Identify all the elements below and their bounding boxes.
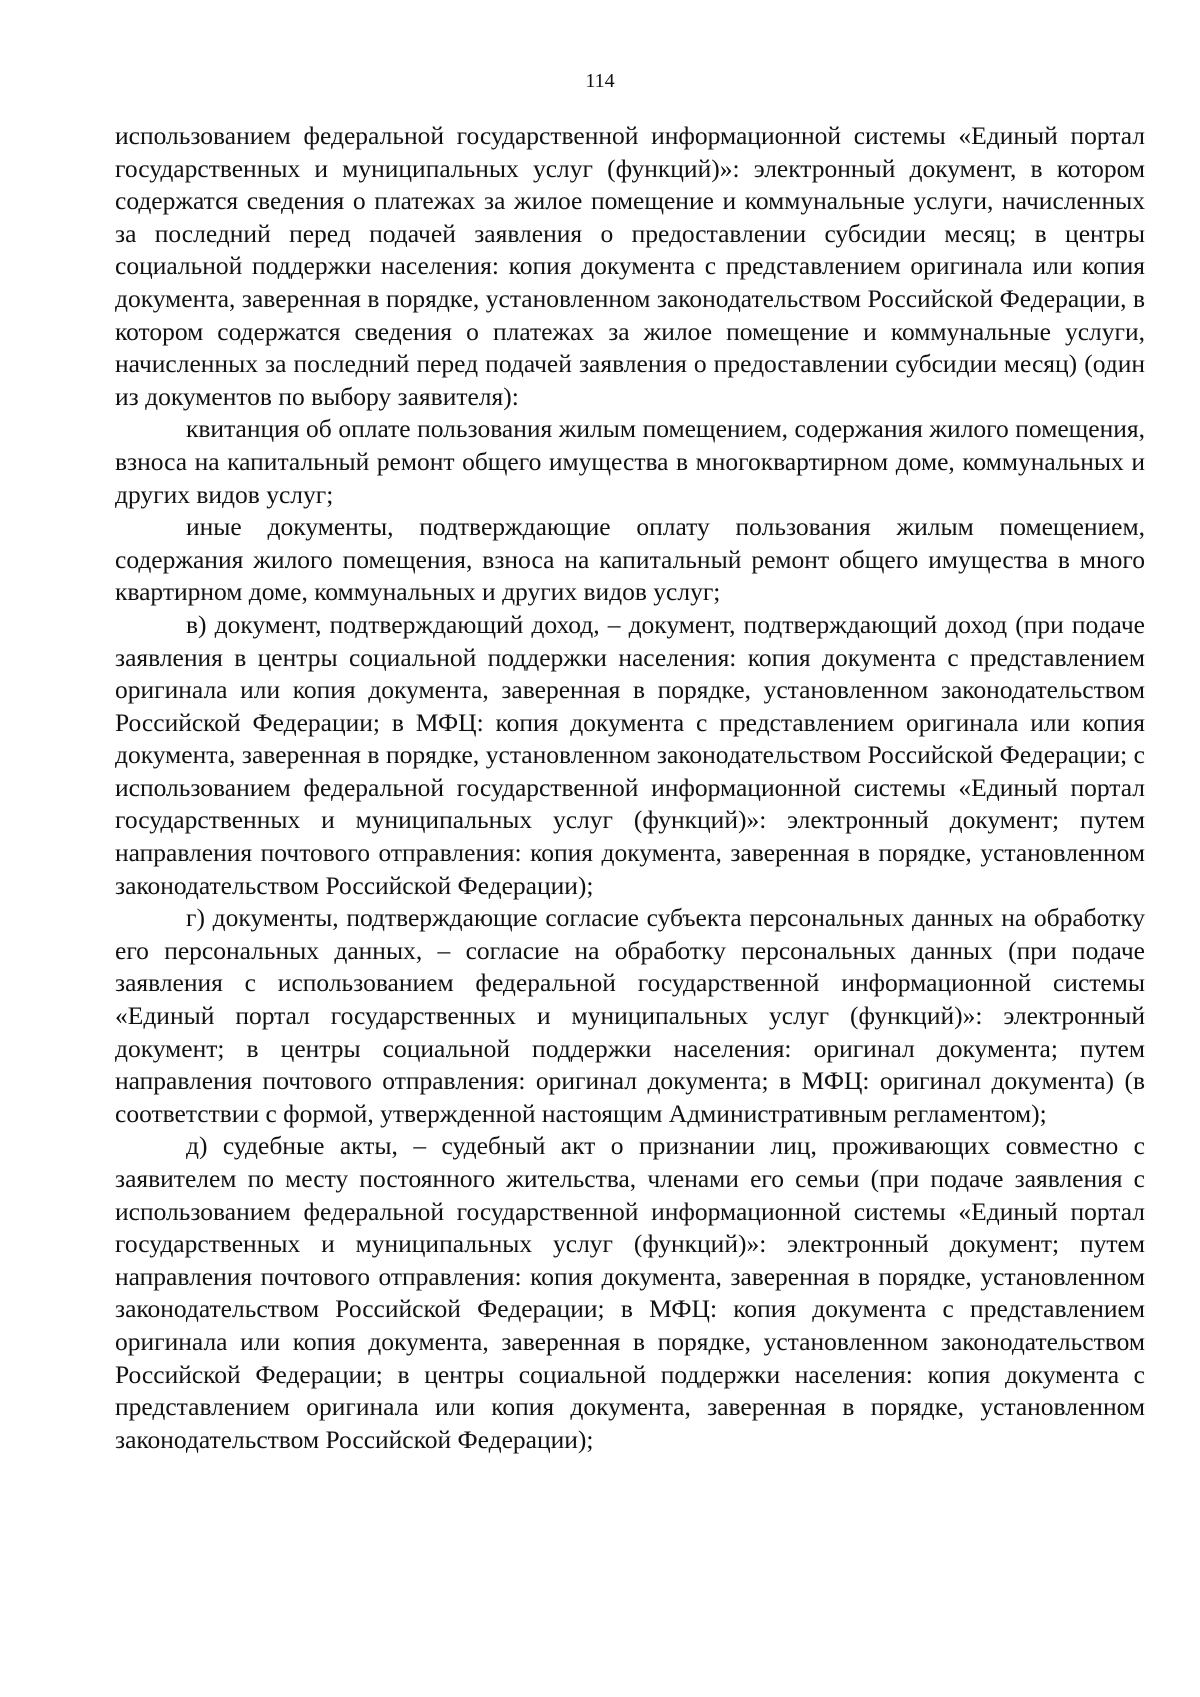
paragraph-receipt: квитанция об оплате пользования жилым помещением, содержания жилого помещения, взноса на капитальный ремонт общего имущества в многоквартирном доме, коммунальных и других видов услуг;	[115, 414, 1145, 509]
paragraph-item-v-income: в) документ, подтверждающий доход, – документ, подтверждающий доход (при подаче заявления в центры социальной поддержки населения: копия документа с представлением оригинала или копия документа, заверенная в порядке, установленном законодательством Российской Федерации; в МФЦ: копия документа с представлением оригинала или копия документа, заверенная в порядке, установленном законодательством Российской Федерации; с использованием федеральной государственной информационной системы «Единый портал государственных и муниципальных услуг (функций)»: электронный документ; путем направления почтового отправления: копия документа, заверенная в порядке, установленном законодательством Российской Федерации);	[115, 609, 1145, 900]
paragraph-other-documents: иные документы, подтверждающие оплату пользования жилым помещением, содержания жилого помещения, взноса на капитальный ремонт общего имущества в много квартирном доме, коммунальных и других видов услуг;	[115, 512, 1145, 607]
paragraph-item-g-consent: г) документы, подтверждающие согласие субъекта персональных данных на обработку его персональных данных, – согласие на обработку персональных данных (при подаче заявления с использованием федеральной государственной информационной системы «Единый портал государственных и муниципальных услуг (функций)»: электронный документ; в центры социальной поддержки населения: оригинал документа; путем направления почтового отправления: оригинал документа; в МФЦ: оригинал документа) (в соответствии с формой, утвержденной настоящим Административным регламентом);	[115, 903, 1145, 1128]
paragraph-continuation: использованием федеральной государственной информационной системы «Единый портал государственных и муниципальных услуг (функций)»: электронный документ, в котором содержатся сведения о платежах за жилое помещение и коммунальные услуги, начисленных за последний перед подачей заявления о предоставлении субсидии месяц; в центры социальной поддержки населения: копия документа с представлением оригинала или копия документа, заверенная в порядке, установленном законодательством Российской Федерации, в котором содержатся сведения о платежах за жилое помещение и коммунальные услуги, начисленных за последний перед подачей заявления о предоставлении субсидии месяц) (один из документов по выбору заявителя):	[115, 121, 1145, 411]
paragraph-item-d-court-acts: д) судебные акты, – судебный акт о признании лиц, проживающих совместно с заявителем по месту постоянного жительства, членами его семьи (при подаче заявления с использованием федеральной государственной информационной системы «Единый портал государственных и муниципальных услуг (функций)»: электронный документ; путем направления почтового отправления: копия документа, заверенная в порядке, установленном законодательством Российской Федерации; в МФЦ: копия документа с представлением оригинала или копия документа, заверенная в порядке, установленном законодательством Российской Федерации; в центры социальной поддержки населения: копия документа с представлением оригинала или копия документа, заверенная в порядке, установленном законодательством Российской Федерации);	[115, 1131, 1145, 1454]
page-number: 114	[585, 70, 615, 92]
document-body	[115, 120, 1145, 1456]
